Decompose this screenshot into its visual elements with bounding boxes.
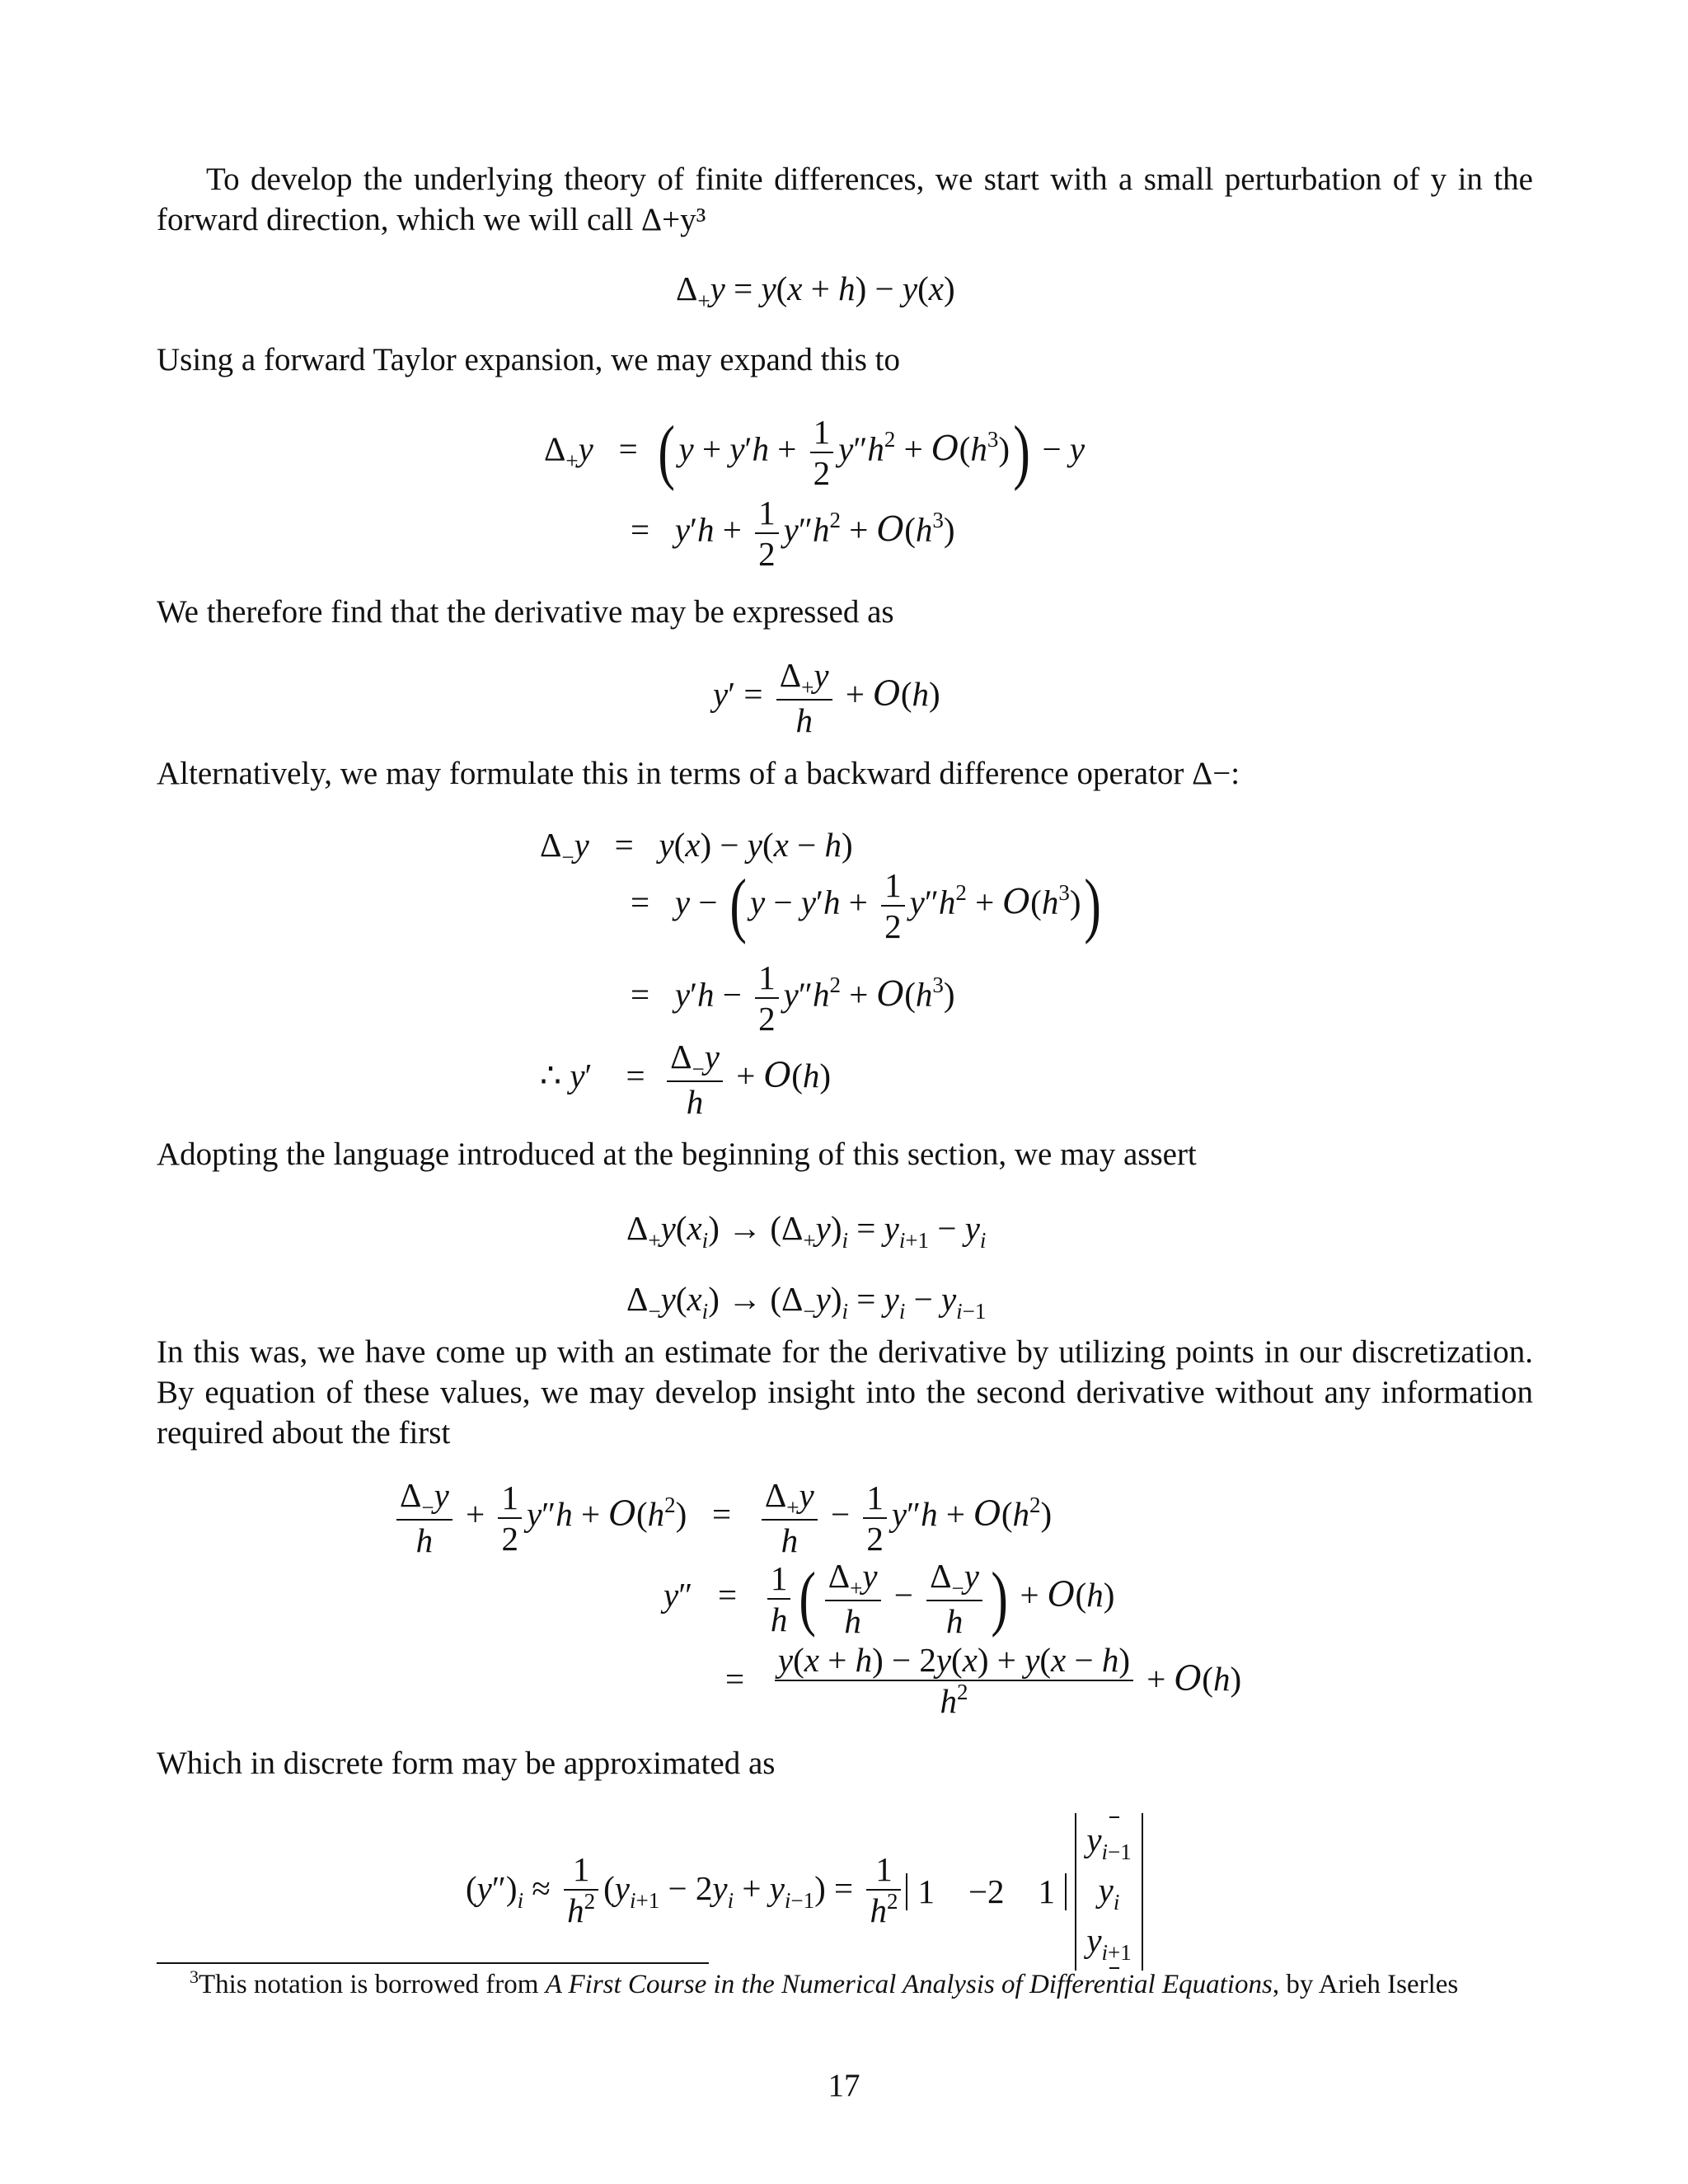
paragraph-assert (157, 1134, 1533, 1174)
paragraph-discrete-form-text: Which in discrete form may be approximated as (157, 1746, 776, 1781)
equation-backward-line1: $\Delta_-y = y(x) - y(x - h)$ (540, 826, 853, 869)
footnote-book-title: A First Course in the Numerical Analysis of Differential Equations (545, 1970, 1273, 1999)
paragraph-derivative (157, 592, 1533, 632)
equation-forward-difference-definition: $\Delta_+y = y(x + h) - y(x)$ (676, 269, 955, 313)
paragraph-backward (157, 753, 1533, 794)
footnote-text-before: This notation is borrowed from (199, 1970, 546, 1999)
footnote-text-after: , by Arieh Iserles (1272, 1970, 1459, 1999)
row-vector: 1 −2 1 (906, 1873, 1067, 1910)
equation-second-derivative-line2: y″ = $\frac{1}{h}$ ( $\frac{\Delta_+y}{h}$ − $\frac{\Delta_-y}{h}$ ) + O(h) (663, 1557, 1115, 1640)
paragraph-discrete-form (157, 1743, 1533, 1783)
equation-discrete-backward: $\Delta_-y(x_i) \to (\Delta_-y)_i = y_i - y_{i-1}$ (626, 1280, 987, 1324)
equation-backward-line3: = y′h − $\frac{1}{2}$ $y''h^2 + O(h^3)$ (631, 958, 955, 1038)
page-number: 17 (828, 2068, 860, 2103)
paragraph-backward-text: Alternatively, we may formulate this in terms of a backward difference operator Δ−: (157, 756, 1240, 791)
paragraph-taylor (157, 340, 1533, 380)
equation-discrete-forward: $\Delta_+y(x_i) \to (\Delta_+y)_i = y_{i+1} - y_i$ (626, 1209, 987, 1253)
equation-forward-derivative: y′ = $\frac{\Delta_+y}{h}$ + O(h) (713, 656, 940, 739)
equation-forward-taylor-line2: = y′h + $\frac{1}{2}$ $y''h^2 + O(h^3)$ (631, 494, 955, 573)
paragraph-assert-text: Adopting the language introduced at the beginning of this section, we may assert (157, 1137, 1197, 1172)
paragraph-derivative-text: We therefore find that the derivative may be expressed as (157, 594, 894, 630)
equation-second-derivative-line1: $\frac{\Delta_-y}{h}$ + $\frac{1}{2}$ $y''h + O(h^2)$ = $\frac{\Delta_+y}{h}$ − $\frac{1}{2}$ $y''h + O(h^2)$ (392, 1475, 1052, 1560)
equation-second-derivative-line3: = $\frac{y(x + h) - 2y(x) + y(x - h)}{h^2}$ + O(h) (725, 1641, 1242, 1720)
footnote (157, 1966, 1533, 2005)
paragraph-second-derivative-text: In this was, we have come up with an estimate for the derivative by utilizing points in our discretization. By equation of these values, we may develop insight into the second derivative without any information required about the first (157, 1334, 1533, 1451)
footnote-marker: 3 (190, 1966, 199, 1987)
equation-stencil: $(y'')_i$ ≈ $\frac{1}{h^2}$ $(y_{i+1} - 2y_i + y_{i-1})$ = $\frac{1}{h^2}$ 1 −2 1 $y_{i-1}$ $y_i$ $y_{i+1}$ (466, 1813, 1143, 1971)
equation-backward-line2: = y − ( y − y′h + $\frac{1}{2}$ $y''h^2 + O(h^3)$) (631, 865, 1102, 945)
column-vector: $y_{i-1}$ $y_i$ $y_{i+1}$ (1075, 1813, 1142, 1971)
equation-backward-line4: ∴ y′ = $\frac{\Delta_-y}{h}$ + O(h) (540, 1038, 832, 1121)
paragraph-taylor-text: Using a forward Taylor expansion, we may expand this to (157, 342, 901, 377)
equation-forward-taylor-line1: $\Delta_+y$ = ( y + y′h + $\frac{1}{2}$ $y''h^2 + O(h^3)) - y$ (544, 412, 1085, 492)
paragraph-second-derivative (157, 1332, 1533, 1453)
footnote-rule (157, 1962, 709, 1964)
paragraph-intro (157, 159, 1533, 240)
paragraph-intro-text: To develop the underlying theory of finite differences, we start with a small perturbation of y in the forward direction, which we will call Δ+y³ (157, 162, 1533, 237)
